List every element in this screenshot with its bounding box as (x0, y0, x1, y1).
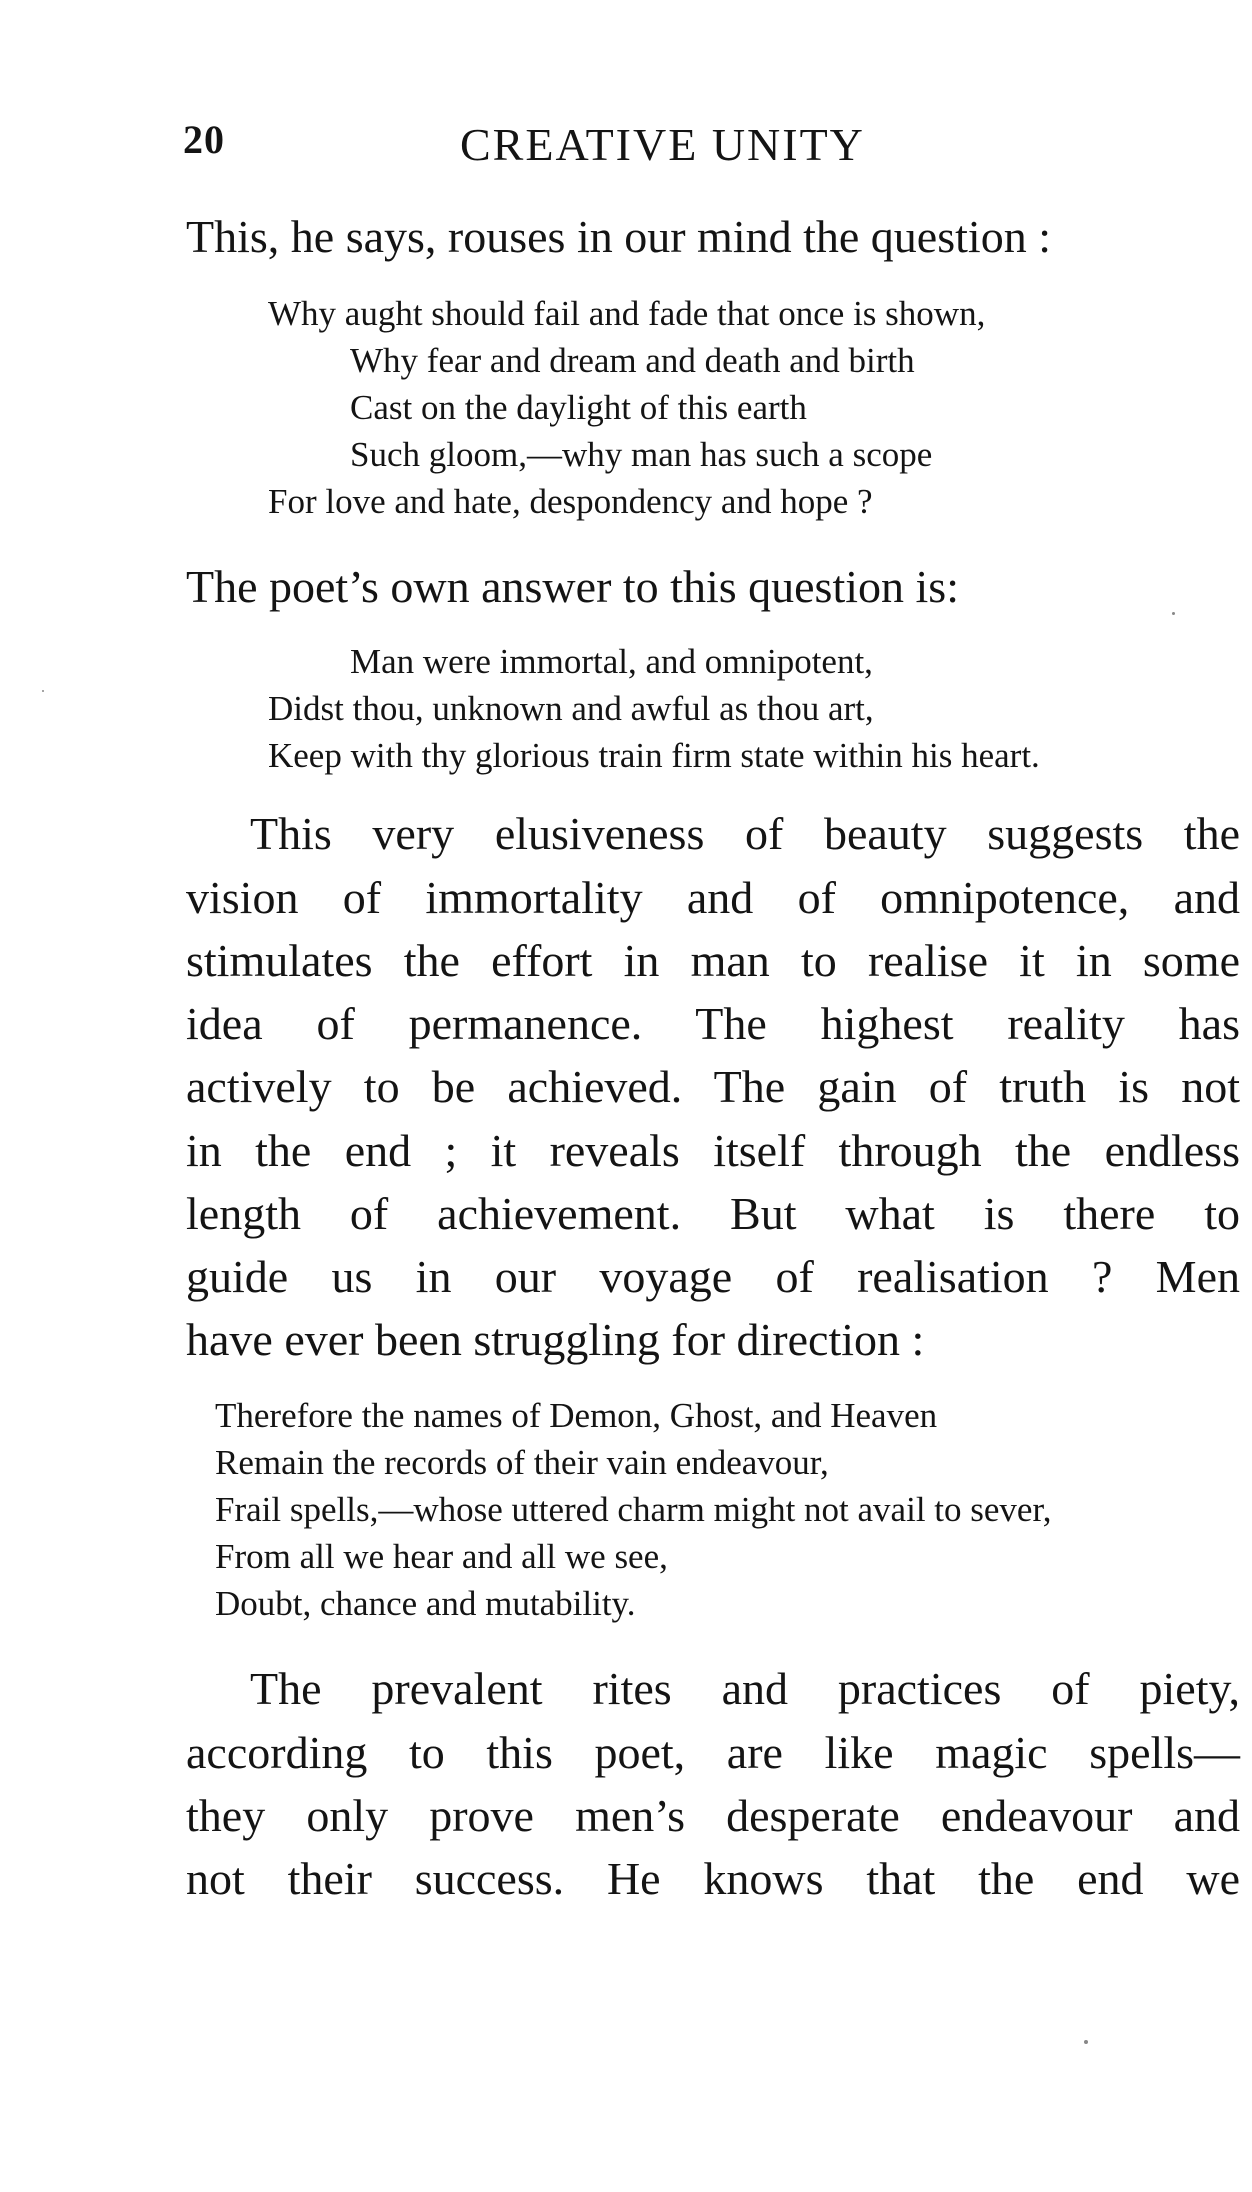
intro-line: This, he says, rouses in our mind the question : (186, 211, 1051, 262)
answer-intro: The poet’s own answer to this question is: (186, 561, 959, 612)
stanza2-line: Keep with thy glorious train firm state within his heart. (268, 736, 1040, 775)
paragraph1-line: have ever been struggling for direction : (186, 1314, 925, 1365)
stanza1-line: Why fear and dream and death and birth (350, 341, 915, 380)
paragraph1-line: actively to be achieved. The gain of truth is not (186, 1061, 1240, 1112)
stanza3-line: Doubt, chance and mutability. (215, 1584, 636, 1623)
paragraph1-line: stimulates the effort in man to realise it in some (186, 935, 1240, 986)
paragraph1-line: vision of immortality and of omnipotence, and (186, 872, 1240, 923)
stanza1-line: Why aught should fail and fade that once is shown, (268, 294, 986, 333)
paragraph2-line: The prevalent rites and practices of piety, (250, 1663, 1240, 1714)
stanza2-line: Man were immortal, and omnipotent, (350, 642, 873, 681)
paragraph1-line: in the end ; it reveals itself through the endless (186, 1125, 1240, 1176)
stanza1-line: For love and hate, despondency and hope ? (268, 482, 873, 521)
paragraph2-line: according to this poet, are like magic spells— (186, 1727, 1240, 1778)
paragraph1-line: This very elusiveness of beauty suggests the (250, 808, 1240, 859)
paper-speck (1084, 2040, 1088, 2044)
stanza3-line: From all we hear and all we see, (215, 1537, 668, 1576)
stanza3-line: Frail spells,—whose uttered charm might not avail to sever, (215, 1490, 1052, 1529)
stanza1-line: Such gloom,—why man has such a scope (350, 435, 933, 474)
stanza2-line: Didst thou, unknown and awful as thou art, (268, 689, 874, 728)
stanza3-line: Therefore the names of Demon, Ghost, and Heaven (215, 1396, 938, 1435)
stanza3-line: Remain the records of their vain endeavour, (215, 1443, 829, 1482)
paragraph1-line: idea of permanence. The highest reality has (186, 998, 1240, 1049)
page-number: 20 (183, 117, 225, 162)
paragraph2-line: they only prove men’s desperate endeavour and (186, 1790, 1240, 1841)
running-title: CREATIVE UNITY (460, 119, 865, 170)
paragraph2-line: not their success. He knows that the end we (186, 1853, 1240, 1904)
paper-speck (42, 690, 44, 692)
stanza1-line: Cast on the daylight of this earth (350, 388, 807, 427)
paper-speck (1172, 612, 1175, 615)
paragraph1-line: guide us in our voyage of realisation ? Men (186, 1251, 1240, 1302)
paragraph1-line: length of achievement. But what is there to (186, 1188, 1240, 1239)
